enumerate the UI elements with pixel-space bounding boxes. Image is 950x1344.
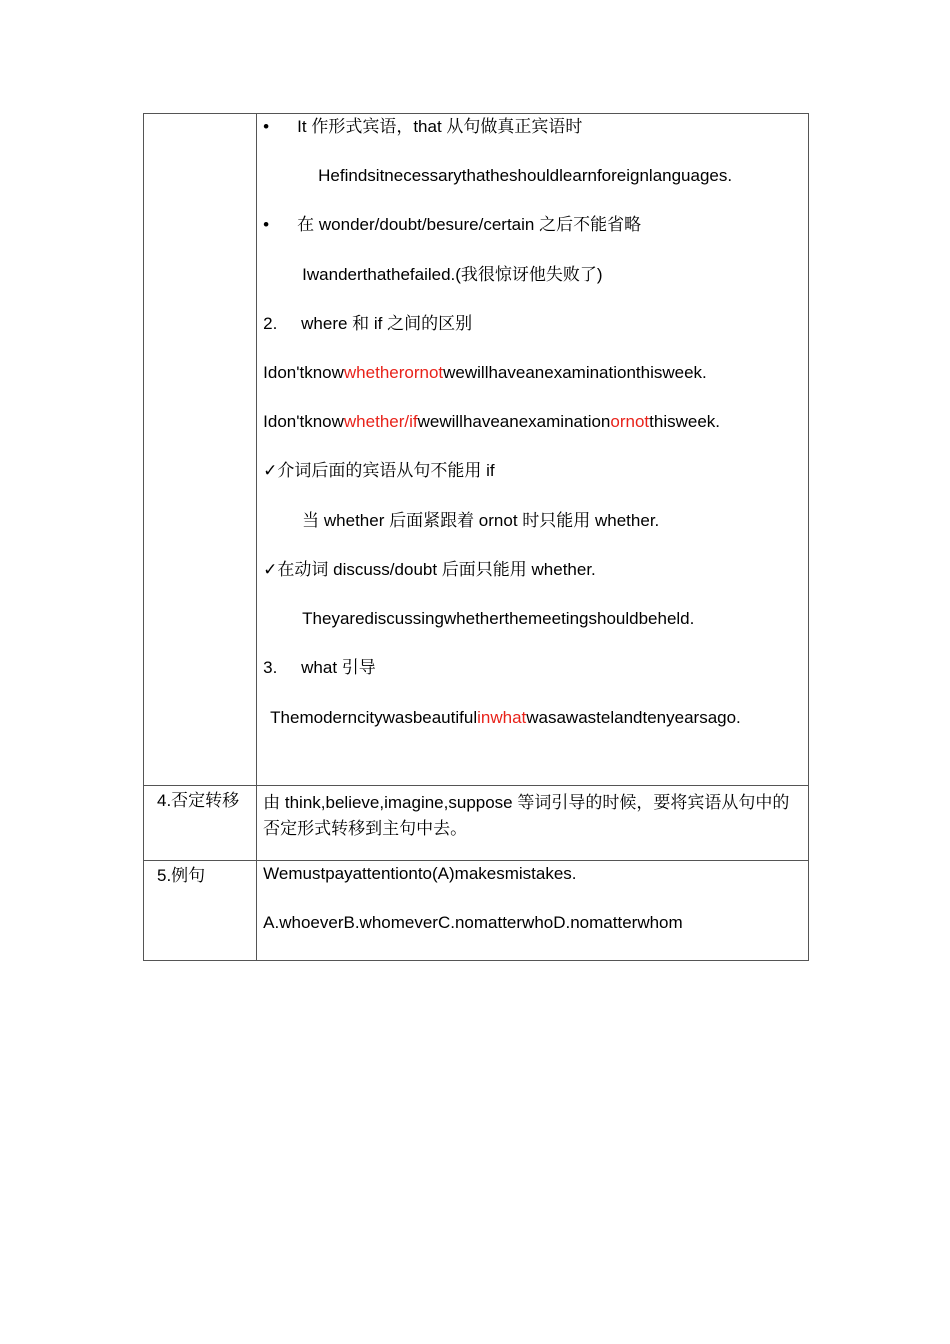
example-sentence [263,362,707,384]
sentence-part: Idon'tknow [263,412,344,431]
example-sentence [263,707,741,729]
row-label-cell [144,114,257,786]
bullet-text: 在 wonder/doubt/besure/certain 之后不能省略 [297,215,642,234]
notes-table [143,113,809,961]
example-sentence: Iwanderthathefailed.(我很惊讶他失败了) [302,265,603,284]
item-number: 3. [263,658,278,677]
example-sentence: Theyarediscussingwhetherthemeetingshouldbeheld. [302,609,695,628]
row-label: 5.例句 [157,866,206,885]
table-row [144,786,809,861]
sentence-part: Idon'tknow [263,363,344,382]
row-content-cell [257,861,809,961]
sentence-part: Themoderncitywasbeautiful [270,708,478,727]
row-content-cell [257,114,809,786]
table-row [144,861,809,961]
highlight-text: whetherornot [343,363,444,382]
bullet-line [263,116,582,138]
example-sentence: Wemustpayattentionto(A)makesmistakes. [263,864,577,883]
row-label-cell [144,786,257,861]
row-label-cell [144,861,257,961]
answer-options: A.whoeverB.whomeverC.nomatterwhoD.nomatterwhom [263,913,683,932]
example-sentence [263,411,720,433]
row-label: 4.否定转移 [157,791,240,810]
sentence-part: wasawastelandtenyearsago. [526,708,741,727]
bullet-line [263,214,641,236]
sentence-part: wewillhaveanexamination [417,412,611,431]
numbered-heading [263,313,472,335]
bullet-icon: • [263,215,270,234]
highlight-text: inwhat [477,708,527,727]
rule-line: ✓在动词 discuss/doubt 后面只能用 whether. [263,560,596,579]
heading-text: where 和 if 之间的区别 [301,314,473,333]
highlight-text: whether/if [343,412,418,431]
sentence-part: thisweek. [649,412,721,431]
numbered-heading [263,657,376,679]
bullet-text: It 作形式宾语，that 从句做真正宾语时 [297,117,583,136]
row-label [144,114,256,118]
rule-line: 当 whether 后面紧跟着 ornot 时只能用 whether. [302,511,660,530]
sentence-part: wewillhaveanexaminationthisweek. [443,363,707,382]
highlight-text: ornot [610,412,650,431]
bullet-icon: • [263,117,270,136]
paragraph-text: 由 think,believe,imagine,suppose 等词引导的时候，要将宾语从句中的否定形式转移到主句中去。 [263,793,790,838]
rule-line: ✓介词后面的宾语从句不能用 if [263,461,495,480]
item-number: 2. [263,314,278,333]
example-sentence: Hefindsitnecessarythatheshouldlearnforeignlanguages. [318,166,733,185]
table-row [144,114,809,786]
heading-text: what 引导 [301,658,376,677]
row-content-cell [257,786,809,861]
